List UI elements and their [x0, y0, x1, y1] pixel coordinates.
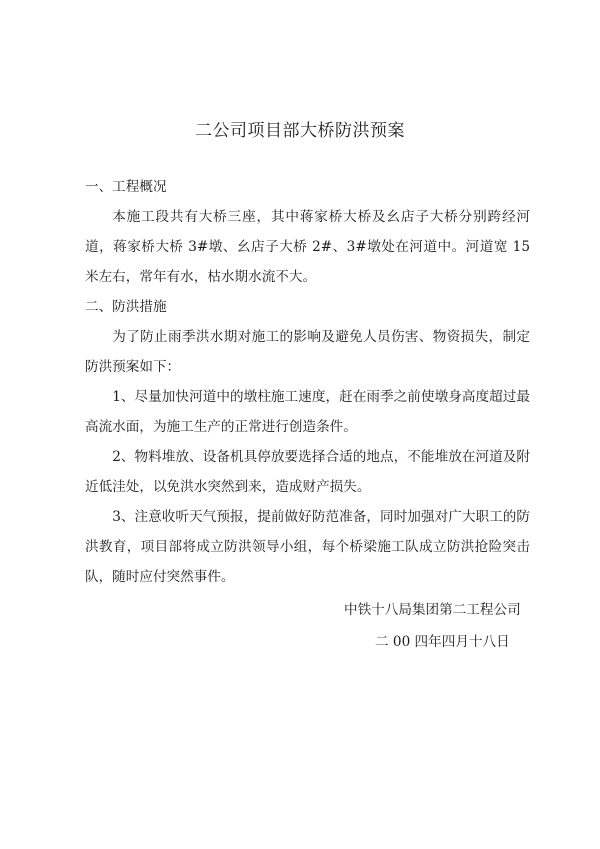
- document-title: 二公司项目部大桥防洪预案: [195, 121, 405, 141]
- document-body: [85, 172, 530, 592]
- measure-item-2: 2、物料堆放、设备机具停放要选择合适的地点，不能堆放在河道及附近低洼处，以免洪水突然到来，造成财产损失。: [85, 449, 530, 495]
- overview-paragraph: 本施工段共有大桥三座，其中蒋家桥大桥及幺店子大桥分别跨经河道，蒋家桥大桥 3#墩、幺店子大桥 2#、3#墩处在河道中。河道宽 15 米左右，常年有水，枯水期水流不大。: [85, 209, 530, 285]
- signature-organization: 中铁十八局集团第二工程公司: [344, 602, 521, 618]
- measures-intro-paragraph: 为了防止雨季洪水期对施工的影响及避免人员伤害、物资损失，制定防洪预案如下：: [85, 329, 530, 375]
- measure-item-3: 3、注意收听天气预报，提前做好防范准备，同时加强对广大职工的防洪教育，项目部将成立防洪领导小组，每个桥梁施工队成立防洪抢险突击队，随时应付突然事件。: [85, 509, 530, 585]
- section-heading-measures: 二、防洪措施: [85, 299, 167, 315]
- signature-date: 二 00 四年四月十八日: [375, 634, 510, 650]
- measure-item-1: 1、尽量加快河道中的墩柱施工速度，赶在雨季之前使墩身高度超过最高流水面，为施工生产的正常进行创造条件。: [85, 389, 530, 435]
- section-heading-overview: 一、工程概况: [85, 179, 167, 195]
